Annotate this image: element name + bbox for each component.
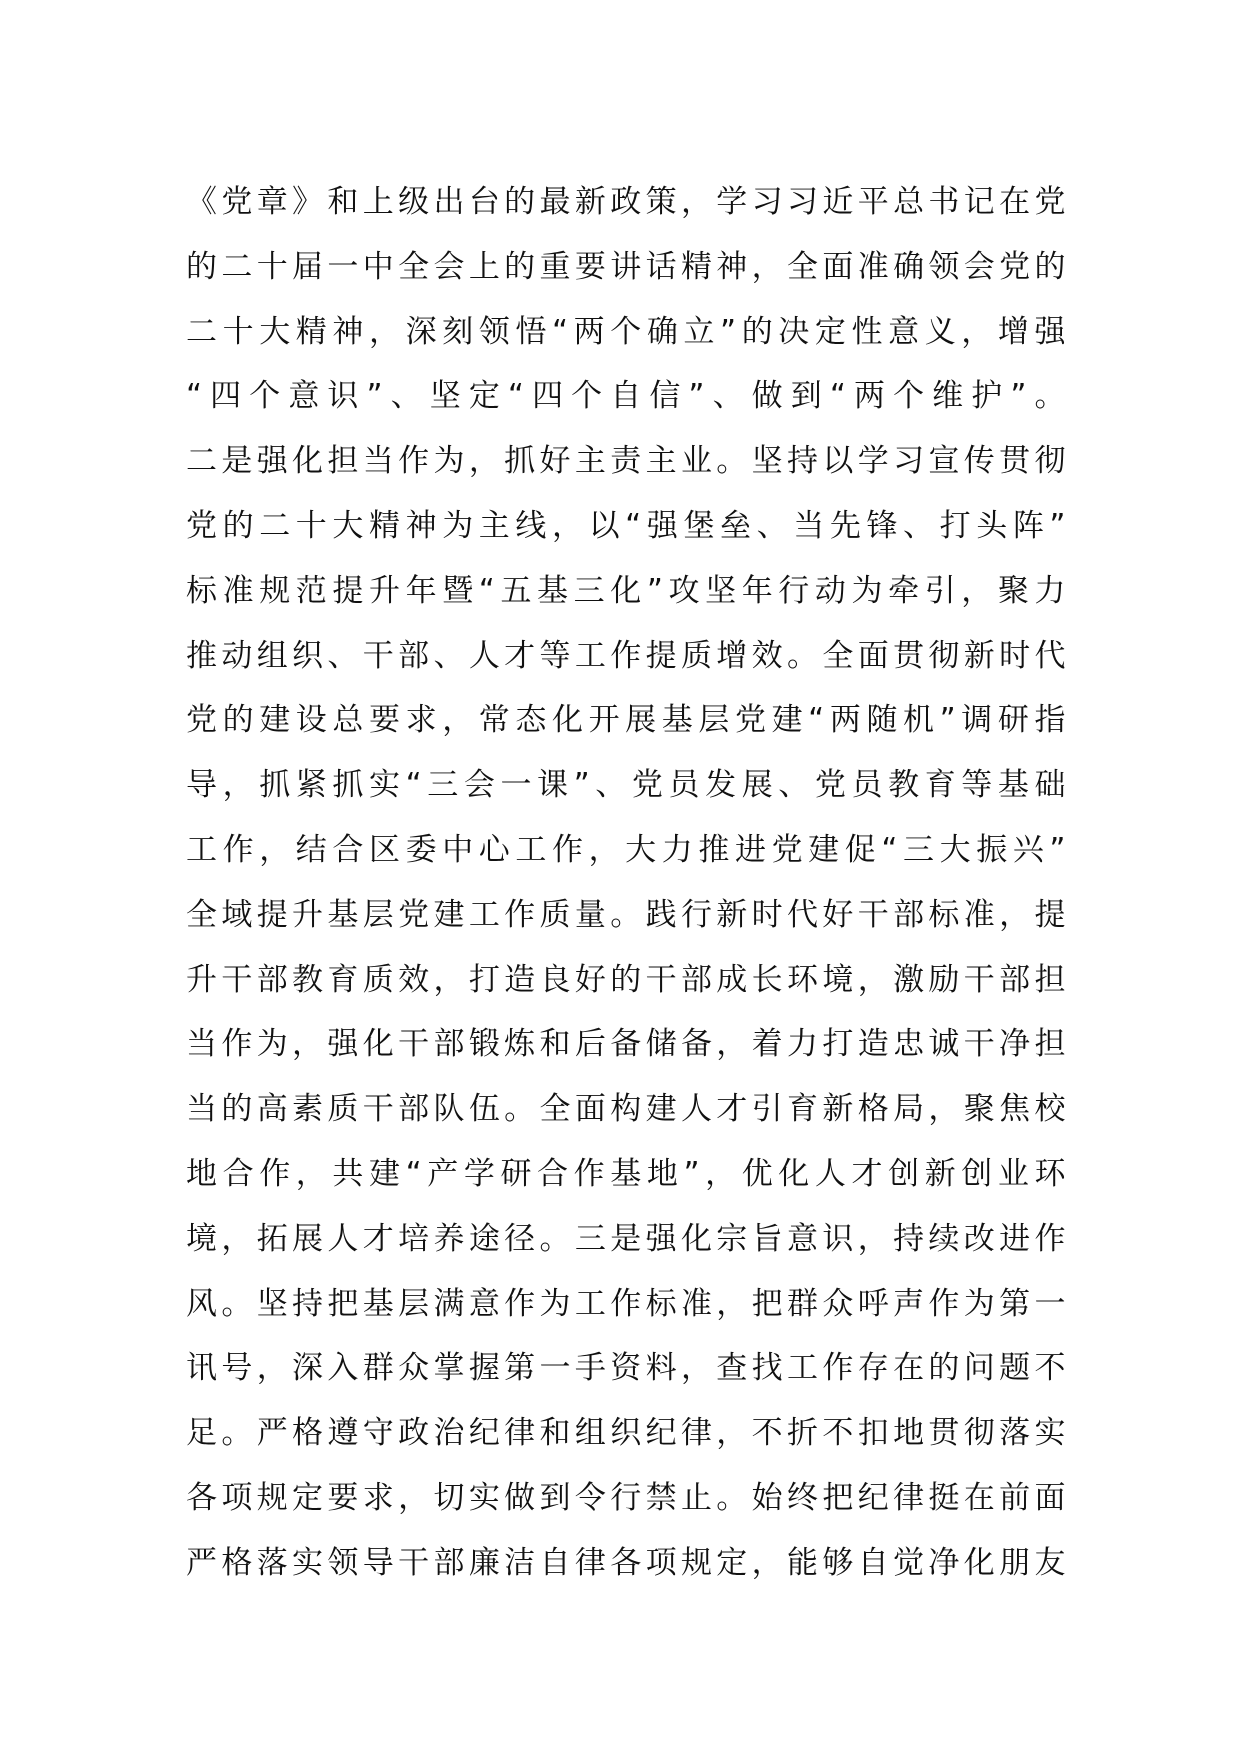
body-text [186,170,1066,1596]
text-line: 风。坚持把基层满意作为工作标准，把群众呼声作为第一 [186,1285,1066,1322]
text-line: 当的高素质干部队伍。全面构建人才引育新格局，聚焦校 [186,1091,1066,1128]
text-line: 的二十届一中全会上的重要讲话精神，全面准确领会党的 [186,248,1066,285]
text-line: “四个意识”、坚定“四个自信”、做到“两个维护”。 [186,378,1066,415]
text-line: 工作，结合区委中心工作，大力推进党建促“三大振兴” [186,831,1066,868]
text-line: 二是强化担当作为，抓好主责主业。坚持以学习宣传贯彻 [186,443,1066,480]
text-line: 全域提升基层党建工作质量。践行新时代好干部标准，提 [186,896,1066,933]
text-line: 当作为，强化干部锻炼和后备储备，着力打造忠诚干净担 [186,1026,1066,1063]
text-line: 境，拓展人才培养途径。三是强化宗旨意识，持续改进作 [186,1220,1066,1257]
text-line: 严格落实领导干部廉洁自律各项规定，能够自觉净化朋友 [186,1544,1066,1581]
text-line: 党的建设总要求，常态化开展基层党建“两随机”调研指 [186,702,1066,739]
text-line: 二十大精神，深刻领悟“两个确立”的决定性意义，增强 [186,313,1066,350]
text-line: 各项规定要求，切实做到令行禁止。始终把纪律挺在前面 [186,1479,1066,1516]
text-line: 讯号，深入群众掌握第一手资料，查找工作存在的问题不 [186,1350,1066,1387]
text-line: 地合作，共建“产学研合作基地”，优化人才创新创业环 [186,1155,1066,1192]
text-line: 升干部教育质效，打造良好的干部成长环境，激励干部担 [186,961,1066,998]
text-line: 推动组织、干部、人才等工作提质增效。全面贯彻新时代 [186,637,1066,674]
text-line: 《党章》和上级出台的最新政策，学习习近平总书记在党 [186,184,1066,220]
text-line: 党的二十大精神为主线，以“强堡垒、当先锋、打头阵” [186,507,1066,544]
text-line: 足。严格遵守政治纪律和组织纪律，不折不扣地贯彻落实 [186,1415,1066,1452]
text-line: 标准规范提升年暨“五基三化”攻坚年行动为牵引，聚力 [186,572,1066,609]
text-line: 导，抓紧抓实“三会一课”、党员发展、党员教育等基础 [186,767,1066,804]
